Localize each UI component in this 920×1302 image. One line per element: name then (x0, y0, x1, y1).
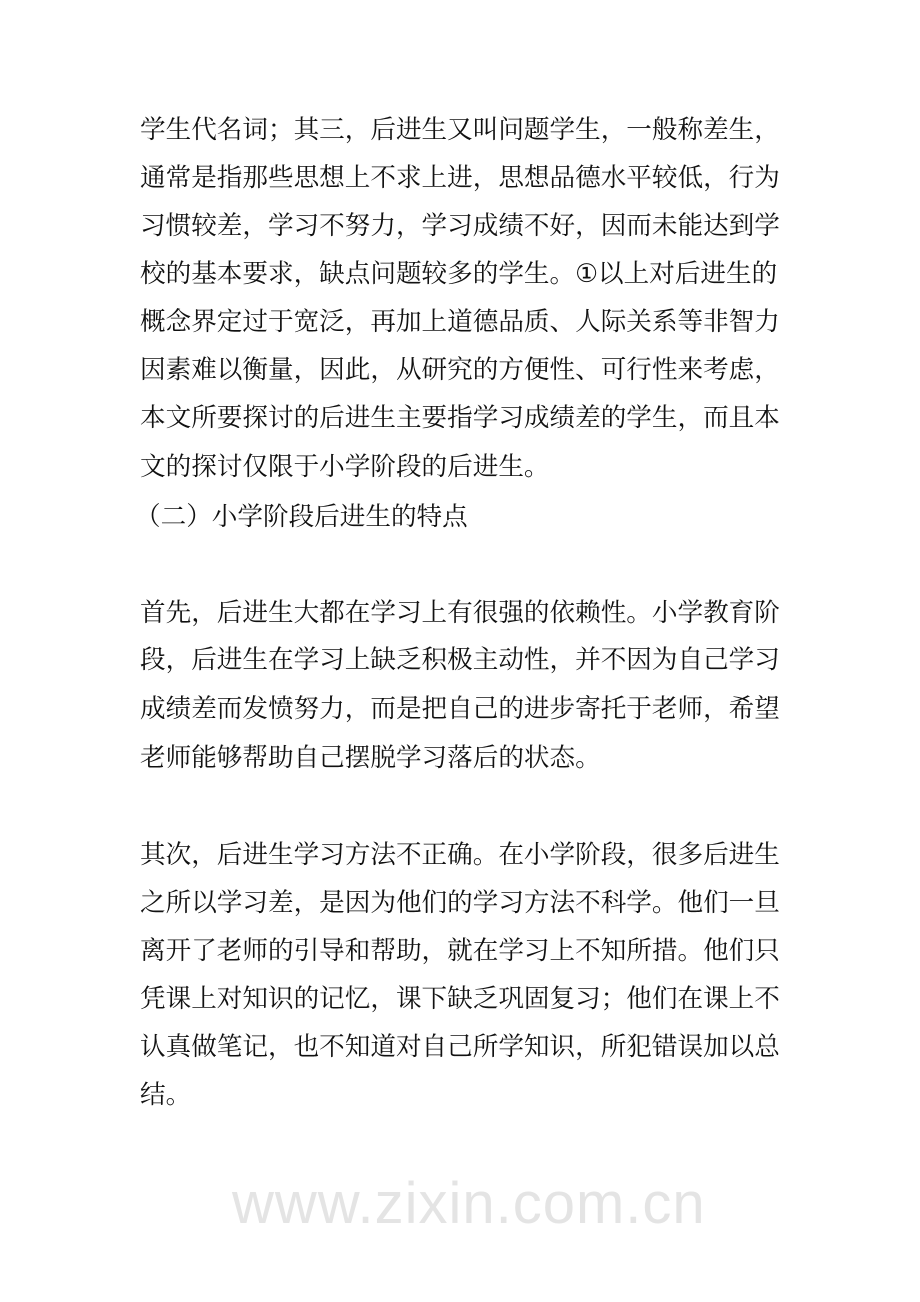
text-line: 本文所要探讨的后进生主要指学习成绩差的学生，而且本 (140, 403, 780, 433)
watermark: www.zixin.com.cn (232, 1171, 706, 1236)
text-line: 离开了老师的引导和帮助，就在学习上不知所措。他们只 (140, 936, 780, 966)
text-line: 老师能够帮助自己摆脱学习落后的状态。 (140, 743, 601, 773)
text-line: 段，后进生在学习上缺乏积极主动性，并不因为自己学习 (140, 645, 780, 675)
text-line: 其次，后进生学习方法不正确。在小学阶段，很多后进生 (140, 840, 780, 870)
text-line: 认真做笔记，也不知道对自己所学知识，所犯错误加以总 (140, 1032, 780, 1062)
text-line: 学生代名词；其三，后进生又叫问题学生，一般称差生， (140, 115, 780, 145)
section-heading: （二）小学阶段后进生的特点 (135, 502, 468, 532)
text-line: 之所以学习差，是因为他们的学习方法不科学。他们一旦 (140, 888, 780, 918)
text-line: 习惯较差，学习不努力，学习成绩不好，因而未能达到学 (140, 211, 780, 241)
text-line: 成绩差而发愤努力，而是把自己的进步寄托于老师，希望 (140, 694, 780, 724)
text-line: 因素难以衡量，因此，从研究的方便性、可行性来考虑， (140, 355, 780, 385)
text-line: 通常是指那些思想上不求上进，思想品德水平较低，行为 (140, 163, 780, 193)
text-line: 首先，后进生大都在学习上有很强的依赖性。小学教育阶 (140, 598, 780, 628)
text-line: 文的探讨仅限于小学阶段的后进生。 (140, 452, 550, 482)
text-line: 结。 (140, 1080, 192, 1110)
text-line: 校的基本要求，缺点问题较多的学生。①以上对后进生的 (140, 259, 778, 289)
text-line: 概念界定过于宽泛，再加上道德品质、人际关系等非智力 (140, 307, 780, 337)
text-line: 凭课上对知识的记忆，课下缺乏巩固复习；他们在课上不 (140, 984, 780, 1014)
